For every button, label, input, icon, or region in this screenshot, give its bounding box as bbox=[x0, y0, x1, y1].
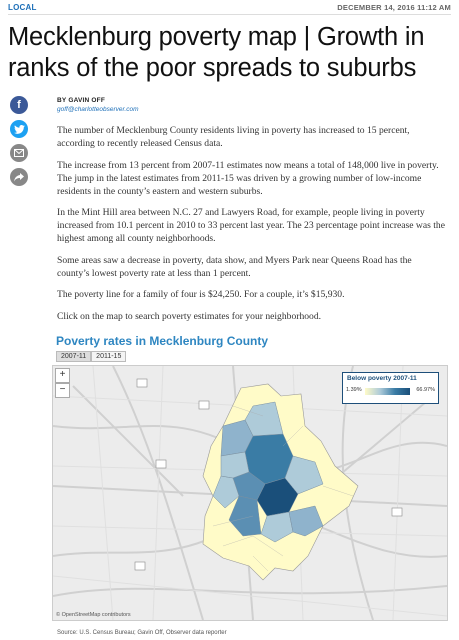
map-legend bbox=[342, 372, 439, 404]
paragraph: The number of Mecklenburg County residents living in poverty has increased to 15 percent, according to recently released Census data. bbox=[57, 125, 410, 149]
page-title: Mecklenburg poverty map | Growth in ranks of the poor spreads to suburbs bbox=[8, 23, 425, 82]
twitter-icon[interactable] bbox=[10, 120, 28, 138]
paragraph: The poverty line for a family of four is $24,250. For a couple, it’s $15,930. bbox=[57, 289, 345, 300]
zoom-out-button[interactable]: − bbox=[55, 383, 70, 398]
legend-min: 1.39% bbox=[346, 387, 362, 393]
zoom-controls bbox=[55, 368, 70, 398]
divider bbox=[8, 14, 451, 15]
tab-2011-15[interactable]: 2011-15 bbox=[91, 351, 126, 362]
section-link[interactable]: LOCAL bbox=[8, 3, 37, 12]
source-credit: Source: U.S. Census Bureau; Gavin Off, Observer data reporter bbox=[57, 630, 227, 636]
tab-2007-11[interactable]: 2007-11 bbox=[56, 351, 91, 362]
map-canvas[interactable] bbox=[53, 366, 447, 620]
map-tabs bbox=[56, 351, 452, 362]
top-bar bbox=[0, 0, 459, 20]
share-icon[interactable] bbox=[10, 168, 28, 186]
share-bar bbox=[10, 96, 30, 192]
map-widget bbox=[52, 334, 452, 621]
map-title: Poverty rates in Mecklenburg County bbox=[56, 334, 269, 348]
article-body bbox=[57, 124, 446, 331]
byline: BY GAVIN OFF bbox=[57, 97, 106, 104]
map-attribution[interactable]: © OpenStreetMap contributors bbox=[56, 612, 131, 618]
paragraph: Click on the map to search poverty estimates for your neighborhood. bbox=[57, 310, 322, 322]
legend-color-scale bbox=[365, 388, 410, 395]
legend-title: Below poverty 2007-11 bbox=[347, 375, 417, 382]
email-icon[interactable] bbox=[10, 144, 28, 162]
facebook-icon[interactable]: f bbox=[10, 96, 28, 114]
zoom-in-button[interactable]: + bbox=[55, 368, 70, 383]
paragraph: Some areas saw a decrease in poverty, data show, and Myers Park near Queens Road has the county’s lowest poverty rate at less than 1 percent. bbox=[57, 254, 412, 279]
dateline: DECEMBER 14, 2016 11:12 AM bbox=[337, 3, 451, 12]
author-email-link[interactable]: goff@charlotteobserver.com bbox=[57, 106, 139, 113]
paragraph: In the Mint Hill area between N.C. 27 and Lawyers Road, for example, people living in poverty increased from 10.1 percent in 2010 to 33 percent last year. The 23 percentage point increase was the highest among all county neighborhoods. bbox=[57, 207, 445, 244]
paragraph: The increase from 13 percent from 2007-11 estimates now means a total of 148,000 live in poverty. The jump in the latest estimates from 2011-15 was driven by a growing number of low-income residents in the county’s eastern and western suburbs. bbox=[57, 159, 439, 197]
poverty-map[interactable] bbox=[52, 365, 448, 621]
legend-max: 66.97% bbox=[416, 387, 435, 393]
